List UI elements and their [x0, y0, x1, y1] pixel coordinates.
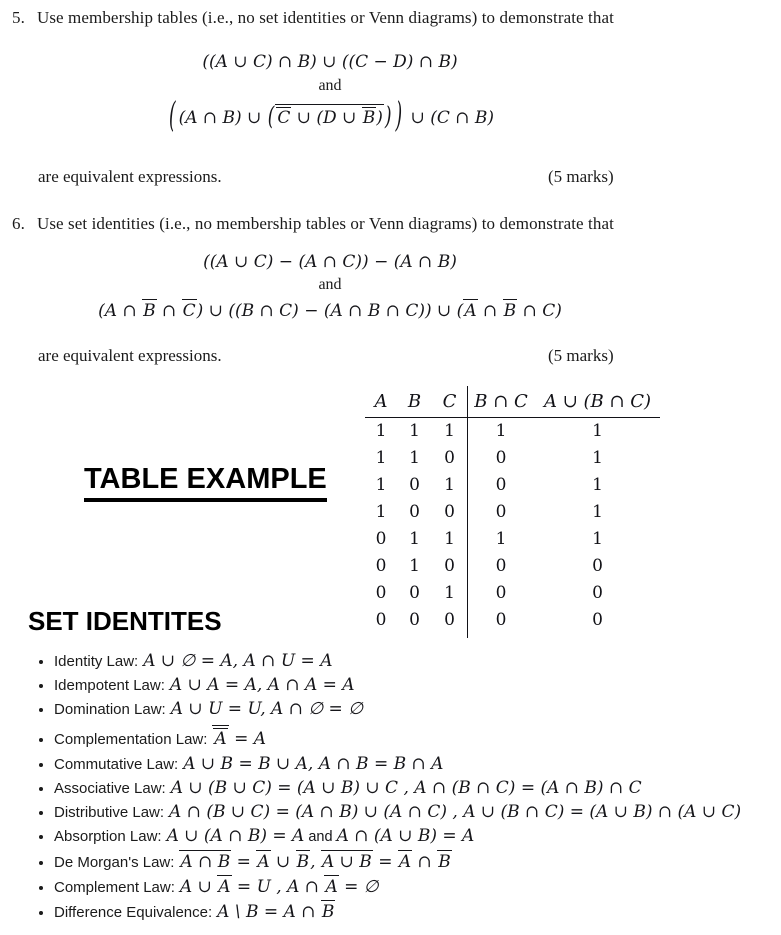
overline [324, 875, 338, 897]
identity-formula [171, 778, 642, 798]
question-5-prompt-row [12, 8, 762, 28]
identity-label: Difference Equivalence: [54, 904, 213, 921]
math-run: A ∩ (B ∪ C) = (A ∩ B) ∪ (A ∩ C) , A ∪ (B ∩ C) = (A ∪ B) ∩ (A ∪ C) [169, 802, 742, 822]
math-run: ∩ [412, 852, 438, 872]
table-cell: 1 [444, 421, 455, 441]
identity-formula [180, 877, 379, 897]
q6-footer-text: are equivalent expressions. [38, 346, 222, 365]
table-cell: 0 [409, 502, 420, 522]
table-cell: 0 [375, 529, 387, 549]
table-cell: 1 [375, 421, 387, 441]
identity-formula [167, 826, 475, 846]
table-cell: 0 [444, 502, 455, 522]
question-5-number: 5. [12, 8, 25, 27]
overline [213, 728, 227, 749]
math-run: = A [228, 729, 267, 749]
table-cell: 0 [375, 583, 387, 603]
big-paren: ( [168, 95, 176, 137]
overline [321, 850, 373, 872]
table-cell: 1 [409, 556, 420, 576]
table-cell: 1 [409, 448, 420, 468]
table-cell: 0 [444, 610, 455, 630]
math-run: B [143, 301, 156, 321]
math-run: C [182, 301, 196, 321]
upright-word: and [304, 829, 337, 845]
table-cell: 0 [495, 556, 507, 576]
math-run: A ∪ U = U, A ∩ ∅ = ∅ [170, 699, 364, 719]
math-run: = [231, 852, 257, 872]
identity-label: De Morgan's Law: [54, 854, 175, 871]
table-cell: 1 [409, 529, 420, 549]
math-run: ∩ [156, 301, 182, 321]
overline [142, 299, 157, 321]
question-6-prompt-row [12, 214, 762, 234]
identity-formula [179, 852, 451, 872]
table-column-header: A ∪ (B ∩ C) [543, 391, 652, 412]
identity-formula [212, 729, 266, 749]
overline [276, 107, 291, 128]
table-cell: 0 [409, 583, 420, 603]
membership-table-body [365, 418, 660, 634]
q5-expression-2 [0, 95, 660, 143]
membership-table-header [365, 389, 660, 418]
identity-item [54, 650, 781, 673]
math-run: B [296, 852, 310, 872]
math-run: A [464, 301, 477, 321]
math-run: = [372, 852, 398, 872]
big-paren: ( [267, 102, 275, 133]
question-5-prompt: Use membership tables (i.e., no set identities or Venn diagrams) to demonstrate that [36, 8, 614, 27]
math-run: = U , A ∩ [231, 877, 325, 897]
table-cell: 0 [495, 502, 507, 522]
math-run: A ∪ ∅ = A, A ∩ U = A [143, 651, 333, 671]
math-run: B [362, 108, 376, 128]
q6-marks-label: (5 marks) [548, 346, 614, 365]
math-run: A [257, 852, 270, 872]
table-cell: 0 [495, 475, 507, 495]
math-run: B [503, 301, 517, 321]
identity-formula [143, 651, 332, 671]
overline [296, 850, 311, 872]
table-cell: 0 [592, 610, 603, 630]
math-run: A ∪ B = B ∪ A, A ∩ B = B ∩ A [183, 754, 444, 774]
math-run: A [214, 729, 227, 749]
identity-formula [170, 675, 355, 695]
overline [179, 850, 231, 872]
math-run: ∩ C) [517, 301, 562, 321]
math-run: ∩ [477, 301, 503, 321]
table-cell: 1 [444, 529, 455, 549]
overline [321, 900, 336, 922]
identity-label: Complementation Law: [54, 731, 208, 748]
overline [437, 850, 452, 872]
q5-and-label: and [318, 77, 342, 94]
overline [217, 875, 231, 897]
identity-item [54, 875, 781, 899]
table-cell: 1 [375, 502, 387, 522]
table-cell: 1 [375, 475, 387, 495]
question-6-number: 6. [12, 214, 25, 233]
table-cell: 1 [592, 475, 603, 495]
identity-formula [171, 699, 363, 719]
q5-marks-label: (5 marks) [548, 167, 614, 186]
math-run: A ∪ [179, 877, 218, 897]
big-paren: ) [384, 102, 392, 133]
math-run: A \ B = A ∩ [217, 902, 321, 922]
math-run: B [321, 902, 335, 922]
math-run: A ∩ (A ∪ B) = A [336, 826, 475, 846]
math-run: C [277, 108, 291, 128]
math-run: ∪ (C ∩ B) [405, 108, 495, 128]
table-cell: 0 [409, 475, 420, 495]
identity-item [54, 725, 781, 751]
identity-item [54, 825, 781, 848]
math-run: ((A ∪ C) ∩ B) ∪ ((C − D) ∩ B) [202, 52, 458, 72]
identity-label: Identity Law: [54, 653, 139, 670]
table-cell: 0 [495, 448, 507, 468]
identity-label: Associative Law: [54, 780, 166, 797]
q6-expression-2 [0, 296, 660, 326]
table-column-header: C [442, 391, 457, 412]
identity-label: Commutative Law: [54, 756, 179, 773]
overline [256, 850, 270, 872]
math-run: ∪ (D ∪ [291, 108, 362, 128]
identity-formula [169, 802, 741, 822]
identity-label: Domination Law: [54, 701, 166, 718]
math-run: A ∪ (B ∪ C) = (A ∪ B) ∪ C , A ∩ (B ∩ C) = (A ∩ B) ∩ C [170, 778, 642, 798]
table-cell: 0 [495, 610, 507, 630]
table-column-header: A [374, 391, 388, 412]
table-column-header: B ∩ C [474, 391, 528, 412]
math-run: A [218, 877, 231, 897]
table-cell: 1 [592, 502, 603, 522]
table-cell: 0 [444, 556, 455, 576]
table-cell: 0 [375, 556, 387, 576]
table-cell: 0 [409, 610, 420, 630]
table-cell: 1 [495, 421, 507, 441]
math-run: ) ∪ ((B ∩ C) − (A ∩ B ∩ C)) ∪ ( [196, 301, 464, 321]
table-cell: 0 [592, 583, 603, 603]
identity-label: Complement Law: [54, 879, 175, 896]
overline [503, 299, 518, 321]
table-column-divider [467, 386, 468, 638]
table-cell: 1 [592, 529, 603, 549]
table-cell: 1 [409, 421, 420, 441]
overline [463, 299, 477, 321]
math-run: (A ∩ [98, 301, 143, 321]
overline [398, 850, 412, 872]
table-cell: 0 [444, 448, 455, 468]
table-example-heading: TABLE EXAMPLE [84, 463, 327, 502]
table-cell: 0 [375, 610, 387, 630]
set-identities-heading: SET IDENTITES [28, 606, 222, 636]
math-run: = ∅ [338, 877, 379, 897]
math-run: , [310, 852, 321, 872]
math-run: ((A ∪ C) − (A ∩ C)) − (A ∩ B) [203, 252, 457, 272]
identities-list [34, 650, 781, 925]
q5-expression-1 [0, 52, 660, 72]
identity-item [54, 777, 781, 800]
table-cell: 1 [444, 583, 455, 603]
math-run: ∪ [270, 852, 296, 872]
math-run: A ∩ B [180, 852, 231, 872]
table-cell: 1 [444, 475, 455, 495]
q6-and-label: and [318, 276, 342, 293]
identity-item [54, 801, 781, 824]
identity-item [54, 674, 781, 697]
identity-item [54, 850, 781, 874]
identity-formula [183, 754, 443, 774]
identity-label: Distributive Law: [54, 804, 165, 821]
table-cell: 1 [592, 448, 603, 468]
identity-item [54, 900, 781, 924]
math-run: A [325, 877, 338, 897]
identity-label: Absorption Law: [54, 828, 162, 845]
q5-footer-text: are equivalent expressions. [38, 167, 222, 186]
math-run: A ∪ (A ∩ B) = A [166, 826, 305, 846]
overline [362, 107, 377, 128]
table-cell: 0 [495, 583, 507, 603]
overline [275, 104, 384, 128]
math-run: A [398, 852, 412, 872]
math-run: (A ∩ B) ∪ [178, 108, 267, 128]
table-cell: 1 [592, 421, 603, 441]
membership-table [365, 389, 660, 634]
math-run: A ∪ A = A, A ∩ A = A [169, 675, 355, 695]
table-cell: 1 [375, 448, 387, 468]
big-paren: ) [395, 95, 403, 137]
identity-item [54, 753, 781, 776]
table-cell: 0 [592, 556, 603, 576]
identity-item [54, 698, 781, 721]
math-run: B [438, 852, 451, 872]
math-run: A ∪ B [321, 852, 372, 872]
identity-label: Idempotent Law: [54, 677, 165, 694]
table-column-header: B [407, 391, 422, 412]
identity-formula [217, 902, 335, 922]
overline [212, 725, 228, 749]
table-cell: 1 [495, 529, 507, 549]
q6-expression-1 [0, 252, 660, 272]
math-run: ) [376, 108, 383, 128]
overline [182, 299, 197, 321]
question-6-prompt: Use set identities (i.e., no membership tables or Venn diagrams) to demonstrate that [36, 214, 614, 233]
